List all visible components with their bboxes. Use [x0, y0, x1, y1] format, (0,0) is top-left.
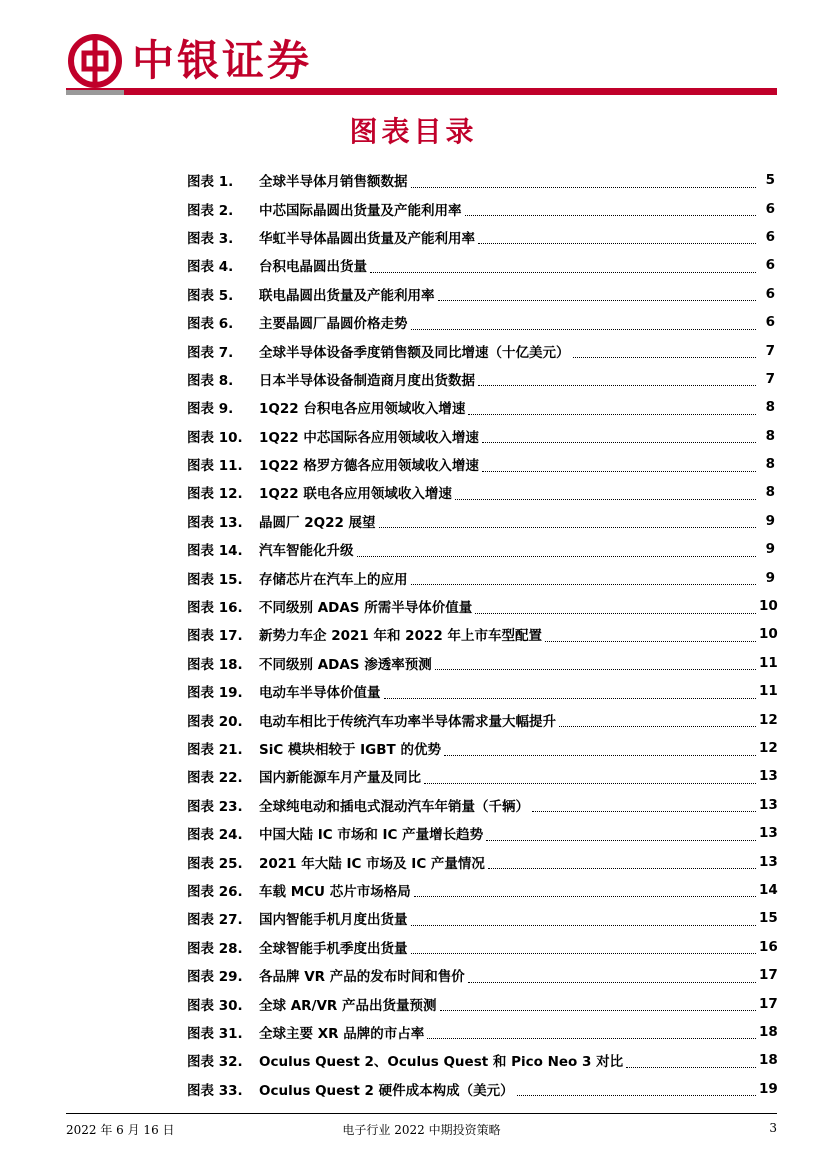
toc-dot-leader	[465, 205, 757, 216]
toc-entry[interactable]	[187, 1075, 778, 1103]
toc-entry-label: 图表 19.	[187, 685, 243, 702]
toc-entry[interactable]	[187, 649, 778, 677]
toc-entry-page[interactable]: 12	[759, 711, 778, 728]
toc-entry-title[interactable]: 存储芯片在汽车上的应用	[259, 571, 408, 588]
toc-entry-page[interactable]: 13	[759, 768, 778, 785]
toc-entry-page[interactable]: 8	[765, 399, 775, 416]
toc-entry-title[interactable]: 电动车相比于传统汽车功率半导体需求量大幅提升	[259, 713, 556, 730]
toc-entry[interactable]	[187, 365, 775, 393]
toc-entry-label: 图表 6.	[187, 316, 234, 333]
toc-entry[interactable]	[187, 961, 778, 989]
table-of-figures	[187, 166, 778, 1103]
toc-entry-label: 图表 26.	[187, 883, 243, 900]
toc-entry-title[interactable]: 主要晶圆厂晶圆价格走势	[259, 316, 408, 333]
toc-dot-leader	[482, 461, 756, 472]
toc-entry-title[interactable]: 车载 MCU 芯片市场格局	[259, 883, 411, 900]
toc-entry-page[interactable]: 11	[759, 654, 778, 671]
toc-entry-label: 图表 12.	[187, 486, 243, 503]
header-rule-grey	[66, 90, 124, 95]
toc-dot-leader	[427, 1028, 756, 1039]
toc-dot-leader	[468, 972, 756, 983]
toc-entry-title[interactable]: 不同级别 ADAS 渗透率预测	[259, 656, 432, 673]
toc-entry-title[interactable]: 全球半导体设备季度销售额及同比增速（十亿美元）	[259, 344, 570, 361]
toc-entry-page[interactable]: 6	[765, 285, 775, 302]
toc-dot-leader	[468, 404, 756, 415]
toc-entry-title[interactable]: 全球主要 XR 品牌的市占率	[259, 1025, 425, 1042]
toc-entry-title[interactable]: 全球纯电动和插电式混动汽车年销量（千辆）	[259, 798, 529, 815]
toc-entry-label: 图表 14.	[187, 543, 243, 560]
toc-entry-title[interactable]: Oculus Quest 2、Oculus Quest 和 Pico Neo 3 对比	[259, 1054, 624, 1071]
toc-entry-page[interactable]: 6	[765, 314, 775, 331]
toc-dot-leader	[411, 319, 757, 330]
toc-entry-title[interactable]: 联电晶圆出货量及产能利用率	[259, 287, 435, 304]
toc-entry-page[interactable]: 6	[765, 200, 775, 217]
toc-entry-title[interactable]: 全球智能手机季度出货量	[259, 940, 408, 957]
toc-entry-page[interactable]: 6	[765, 257, 775, 274]
toc-entry[interactable]	[187, 1018, 778, 1046]
toc-dot-leader	[532, 801, 756, 812]
toc-entry-title[interactable]: 全球半导体月销售额数据	[259, 174, 408, 191]
toc-entry-label: 图表 1.	[187, 174, 234, 191]
toc-entry-title[interactable]: 国内新能源车月产量及同比	[259, 770, 421, 787]
toc-entry[interactable]	[187, 876, 778, 904]
toc-entry[interactable]	[187, 791, 778, 819]
toc-entry-page[interactable]: 19	[759, 1080, 778, 1097]
toc-dot-leader	[545, 631, 756, 642]
toc-entry-label: 图表 16.	[187, 600, 243, 617]
page-footer	[66, 1113, 777, 1143]
toc-entry[interactable]	[187, 734, 778, 762]
toc-entry-title[interactable]: SiC 模块相较于 IGBT 的优势	[259, 742, 441, 758]
toc-entry[interactable]	[187, 705, 778, 733]
toc-dot-leader	[370, 262, 756, 273]
toc-entry-label: 图表 5.	[187, 287, 234, 304]
toc-dot-leader	[488, 858, 756, 869]
toc-entry[interactable]	[187, 819, 778, 847]
toc-entry-title[interactable]: 1Q22 台积电各应用领域收入增速	[259, 401, 466, 418]
toc-entry-label: 图表 30.	[187, 997, 243, 1014]
toc-entry-label: 图表 10.	[187, 429, 243, 446]
toc-dot-leader	[444, 745, 756, 756]
toc-entry-title[interactable]: 台积电晶圆出货量	[259, 259, 367, 276]
toc-entry-title[interactable]: 电动车半导体价值量	[259, 685, 381, 702]
toc-entry-label: 图表 31.	[187, 1025, 243, 1042]
toc-entry-label: 图表 15.	[187, 571, 243, 588]
toc-entry-label: 图表 32.	[187, 1054, 243, 1071]
toc-dot-leader	[475, 603, 756, 614]
toc-entry-label: 图表 11.	[187, 458, 243, 475]
toc-entry-label: 图表 9.	[187, 401, 234, 418]
toc-entry-page[interactable]: 9	[765, 512, 775, 529]
toc-entry-title[interactable]: 晶圆厂 2Q22 展望	[259, 514, 376, 531]
toc-entry[interactable]	[187, 677, 778, 705]
toc-entry[interactable]	[187, 223, 775, 251]
toc-dot-leader	[414, 886, 756, 897]
toc-dot-leader	[573, 347, 757, 358]
toc-dot-leader	[478, 375, 756, 386]
toc-entry[interactable]	[187, 478, 775, 506]
toc-title: 图表目录	[349, 115, 478, 148]
footer-date: 2022 年 6 月 16 日	[66, 1123, 175, 1137]
toc-entry-label: 图表 33.	[187, 1082, 243, 1099]
toc-entry-page[interactable]: 8	[765, 456, 775, 473]
toc-entry-page[interactable]: 10	[759, 626, 778, 643]
toc-entry-page[interactable]: 5	[765, 172, 775, 189]
page-header	[66, 30, 777, 98]
toc-dot-leader	[438, 290, 757, 301]
toc-entry-page[interactable]: 9	[765, 541, 775, 558]
toc-entry-page[interactable]: 12	[759, 740, 778, 756]
toc-entry-page[interactable]: 18	[759, 1023, 778, 1040]
toc-entry-label: 图表 3.	[187, 230, 234, 247]
toc-entry-label: 图表 28.	[187, 940, 243, 957]
toc-entry[interactable]	[187, 308, 775, 336]
toc-entry-label: 图表 25.	[187, 855, 243, 872]
toc-entry[interactable]	[187, 904, 778, 932]
toc-entry[interactable]	[187, 535, 775, 563]
toc-entry-page[interactable]: 7	[765, 370, 775, 387]
toc-entry-label: 图表 2.	[187, 202, 234, 219]
toc-entry-page[interactable]: 13	[759, 853, 778, 870]
toc-entry-title[interactable]: 不同级别 ADAS 所需半导体价值量	[259, 600, 473, 617]
toc-entry-page[interactable]: 18	[759, 1052, 778, 1069]
toc-entry-label: 图表 18.	[187, 656, 243, 673]
toc-entry-title[interactable]: 日本半导体设备制造商月度出货数据	[259, 372, 475, 389]
header-rule-red	[124, 90, 777, 95]
toc-entry-label: 图表 8.	[187, 372, 234, 389]
toc-dot-leader	[411, 943, 757, 954]
toc-dot-leader	[411, 915, 757, 926]
toc-entry-title[interactable]: 华虹半导体晶圆出货量及产能利用率	[259, 230, 475, 247]
toc-entry[interactable]	[187, 563, 775, 591]
toc-entry-page[interactable]: 14	[759, 881, 778, 898]
toc-dot-leader	[626, 1057, 756, 1068]
toc-entry-title[interactable]: 国内智能手机月度出货量	[259, 912, 408, 929]
footer-doc-title: 电子行业 2022 中期投资策略	[342, 1123, 501, 1137]
toc-entry-page[interactable]: 17	[759, 995, 778, 1012]
toc-entry-page[interactable]: 17	[759, 967, 778, 984]
toc-dot-leader	[455, 489, 756, 500]
toc-entry-title[interactable]: 新势力车企 2021 年和 2022 年上市车型配置	[259, 628, 542, 645]
toc-entry-page[interactable]: 13	[759, 825, 778, 842]
toc-entry[interactable]	[187, 933, 778, 961]
toc-entry-title[interactable]: 1Q22 联电各应用领域收入增速	[259, 486, 452, 503]
toc-entry-page[interactable]: 9	[765, 569, 775, 586]
toc-entry-page[interactable]: 15	[759, 910, 778, 927]
toc-entry-label: 图表 27.	[187, 912, 243, 929]
toc-dot-leader	[411, 177, 757, 188]
toc-entry-page[interactable]: 8	[765, 484, 775, 501]
toc-entry-page[interactable]: 16	[759, 938, 778, 955]
footer-page-number: 3	[769, 1121, 777, 1135]
toc-entry-title[interactable]: 1Q22 中芯国际各应用领域收入增速	[259, 429, 479, 446]
toc-entry-label: 图表 22.	[187, 770, 243, 787]
toc-dot-leader	[435, 659, 756, 670]
toc-entry[interactable]	[187, 592, 778, 620]
toc-entry-label: 图表 7.	[187, 344, 234, 361]
toc-entry[interactable]	[187, 450, 775, 478]
toc-dot-leader	[357, 546, 757, 557]
toc-entry[interactable]	[187, 507, 775, 535]
toc-entry-title[interactable]: 1Q22 格罗方德各应用领域收入增速	[259, 458, 479, 475]
toc-entry[interactable]	[187, 336, 775, 364]
toc-entry-label: 图表 24.	[187, 827, 243, 844]
toc-entry-title[interactable]: 各品牌 VR 产品的发布时间和售价	[259, 969, 465, 986]
toc-entry-label: 图表 13.	[187, 514, 243, 531]
toc-entry-page[interactable]: 6	[765, 228, 775, 245]
footer-rule	[66, 1113, 777, 1114]
toc-entry-label: 图表 20.	[187, 713, 243, 730]
toc-dot-leader	[440, 1000, 756, 1011]
toc-entry-label: 图表 4.	[187, 259, 234, 276]
toc-entry-page[interactable]: 7	[765, 342, 775, 359]
bank-of-china-logo-icon	[68, 34, 122, 88]
toc-entry-label: 图表 17.	[187, 628, 243, 645]
toc-entry-page[interactable]: 8	[765, 427, 775, 444]
toc-dot-leader	[559, 716, 756, 727]
brand-name: 中银证券	[132, 36, 313, 85]
toc-entry[interactable]	[187, 166, 775, 194]
toc-dot-leader	[384, 688, 757, 699]
toc-entry-title[interactable]: 中国大陆 IC 市场和 IC 产量增长趋势	[259, 827, 484, 844]
toc-entry[interactable]	[187, 251, 775, 279]
toc-entry[interactable]	[187, 194, 775, 222]
toc-dot-leader	[424, 773, 756, 784]
toc-dot-leader	[478, 233, 756, 244]
toc-entry[interactable]	[187, 620, 778, 648]
toc-entry[interactable]	[187, 989, 778, 1017]
toc-entry-title[interactable]: 中芯国际晶圆出货量及产能利用率	[259, 202, 462, 219]
toc-entry-title[interactable]: Oculus Quest 2 硬件成本构成（美元）	[259, 1082, 514, 1099]
toc-entry-page[interactable]: 10	[759, 598, 778, 615]
toc-dot-leader	[411, 574, 757, 585]
toc-entry[interactable]	[187, 1046, 778, 1074]
toc-entry[interactable]	[187, 422, 775, 450]
toc-entry[interactable]	[187, 393, 775, 421]
toc-dot-leader	[517, 1085, 756, 1096]
toc-entry-title[interactable]: 汽车智能化升级	[259, 543, 354, 560]
toc-entry[interactable]	[187, 280, 775, 308]
toc-entry-title[interactable]: 2021 年大陆 IC 市场及 IC 产量情况	[259, 855, 485, 872]
toc-entry-title[interactable]: 全球 AR/VR 产品出货量预测	[259, 997, 437, 1014]
toc-entry[interactable]	[187, 847, 778, 875]
toc-dot-leader	[482, 432, 756, 443]
toc-dot-leader	[486, 830, 756, 841]
toc-entry-page[interactable]: 13	[759, 796, 778, 813]
toc-entry[interactable]	[187, 762, 778, 790]
toc-entry-label: 图表 29.	[187, 969, 243, 986]
toc-dot-leader	[379, 517, 756, 528]
toc-entry-label: 图表 21.	[187, 742, 243, 758]
toc-entry-label: 图表 23.	[187, 798, 243, 815]
toc-entry-page[interactable]: 11	[759, 683, 778, 700]
